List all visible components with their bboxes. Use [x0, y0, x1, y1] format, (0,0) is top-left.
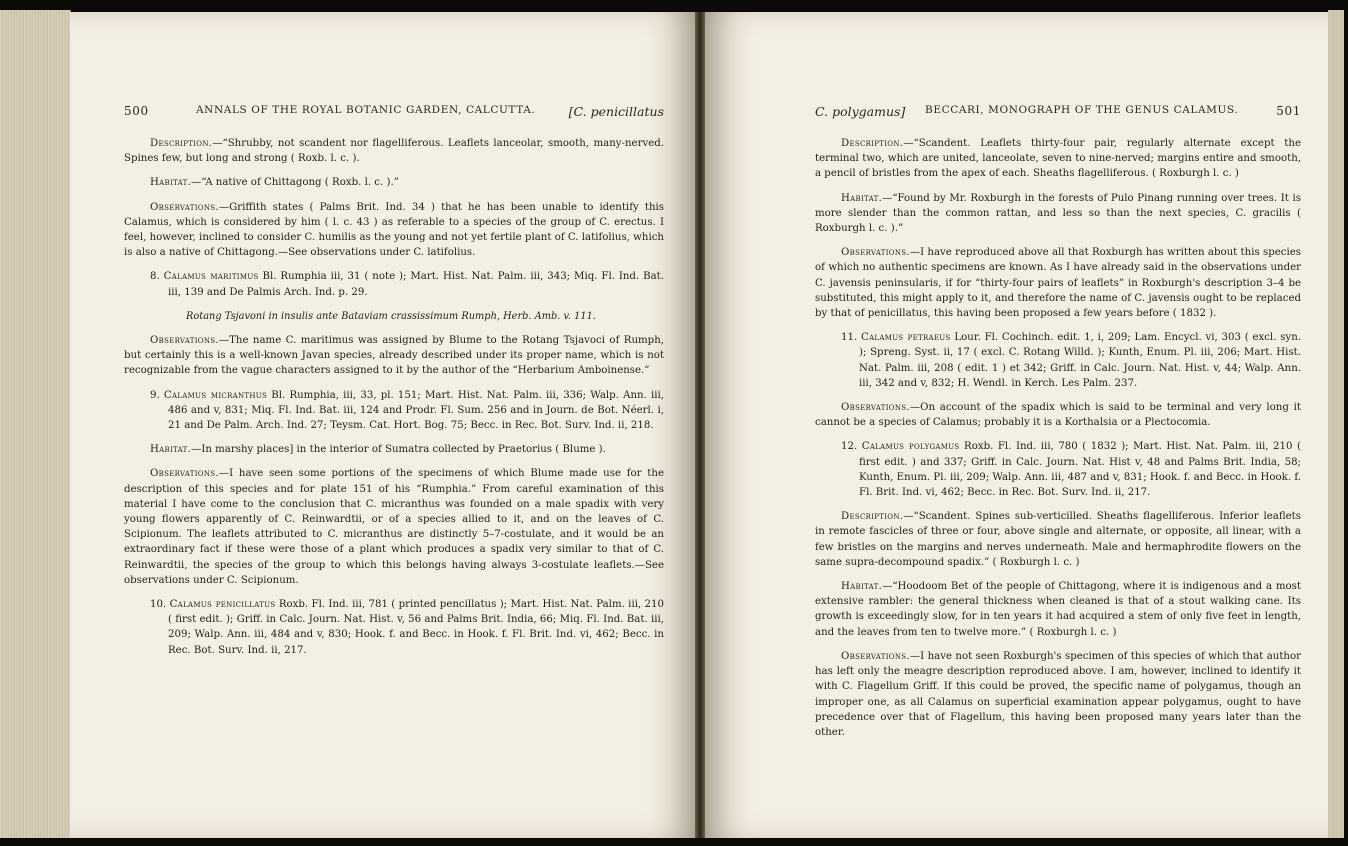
paragraph-text: Roxb. Fl. Ind. iii, 781 ( printed pencillatus ); Mart. Hist. Nat. Palm. iii, 210 ( first edit. ); Griff. in Calc. Journ. Nat. Hist. v, 56 and Palms Brit. India, 66; Miq. Fl. Ind. Bat. iii, 209; Walp. Ann. iii, 484 and v, 830; Hook. f. and Becc. in Hook. f. Fl. Brit. Ind. vi, 462; Becc. in Rec. Bot. Surv. Ind. ii, 217.	[168, 599, 664, 656]
paragraph-heading: Habitat.	[841, 192, 883, 204]
paragraph-heading: Habitat.	[841, 581, 883, 593]
entry-number: 9.	[150, 389, 164, 401]
paragraph	[815, 579, 1301, 640]
paragraph-text: —The name C. maritimus was assigned by Blume to the Rotang Tsjavoci of Rumph, but certainly this is a well-known Javan species, already described under its proper name, which is not recognizable from the vague characters assigned to it by the author of the “Herbarium Amboinense.”	[124, 335, 664, 377]
paragraph-heading: Description.	[841, 511, 904, 523]
right-section-label: C. polygamus]	[815, 104, 906, 119]
paragraph-text: —“A native of Chittagong ( Roxb. l. c. ).”	[191, 177, 399, 189]
paragraph	[815, 400, 1301, 430]
paragraph-text: Bl. Rumphia, iii, 33, pl. 151; Mart. Hist. Nat. Palm. iii, 336; Walp. Ann. iii, 486 and v, 831; Miq. Fl. Ind. Bat. iii, 124 and Prodr. Fl. Sum. 256 and in Journ. de Bot. Néerl. i, 21 and De Palm. Arch. Ind. 27; Teysm. Cat. Hort. Bog. 75; Becc. in Rec. Bot. Surv. Ind. ii, 218.	[168, 389, 664, 432]
paragraph-text: —“Found by Mr. Roxburgh in the forests of Pulo Pinang running over trees. It is more slender than the common rattan, and less so than the next species, C. gracilis ( Roxburgh l. c. ).”	[815, 192, 1301, 235]
species-entry	[841, 330, 1301, 391]
paragraph	[124, 466, 664, 588]
paragraph-heading: Calamus maritimus	[163, 271, 259, 283]
left-section-label: [C. penicillatus	[568, 104, 664, 119]
paragraph-text: Roxb. Fl. Ind. iii, 780 ( 1832 ); Mart. Hist. Nat. Palm. iii, 210 ( first edit. ) and 337; Griff. in Calc. Journ. Nat. Hist v, 48 and Palms Brit. India, 58; Kunth, Enum. Pl. iii, 209; Walp. Ann. iii, 487 and v, 831; Hook. f. and Becc. in Hook. f. Fl. Brit. Ind. vi, 462; Becc. in Rec. Bot. Surv. Ind. ii, 217.	[859, 441, 1301, 499]
right-running-title: BECCARI, MONOGRAPH OF THE GENUS CALAMUS.	[925, 104, 1239, 116]
entry-number: 10.	[150, 599, 170, 611]
left-running-title: ANNALS OF THE ROYAL BOTANIC GARDEN, CALCUTTA.	[196, 104, 536, 116]
paragraph	[815, 245, 1301, 321]
paragraph	[124, 200, 664, 261]
paragraph-text: —In marshy places] in the interior of Sumatra collected by Praetorius ( Blume ).	[191, 444, 606, 456]
entry-number: 8.	[150, 271, 164, 283]
paragraph-text: —I have not seen Roxburgh's specimen of this species of which that author has left only the meagre description reproduced above. I am, however, inclined to identify it with C. Flagellum Griff. If this could be proved, the specific name of polygamus, though an improper one, as all Calamus on superficial examination appear polygamus, ought to have precedence over that of Flagellum, this having been proposed many years later than the other.	[815, 650, 1301, 738]
right-page	[705, 12, 1328, 838]
left-running-head	[124, 104, 664, 118]
paragraph-text: Rotang Tsjavoni in insulis ante Bataviam crassissimum Rumph, Herb. Amb. v. 111.	[186, 310, 596, 322]
right-page-number: 501	[1276, 104, 1301, 118]
synonym-line	[186, 309, 664, 324]
species-entry	[150, 269, 664, 299]
species-entry	[150, 388, 664, 434]
paragraph-heading: Calamus penicillatus	[169, 599, 276, 611]
entry-number: 11.	[841, 332, 861, 344]
species-entry	[841, 439, 1301, 500]
paragraph-text: —“Scandent. Leaflets thirty-four pair, regularly alternate except the terminal two, which are united, lanceolate, seven to nine-nerved; margins entire and smooth, a pencil of bristles from the apex of each. Sheaths flagelliferous. ( Roxburgh l. c. )	[815, 138, 1301, 180]
paragraph-heading: Observations.	[841, 402, 910, 414]
paragraph	[815, 509, 1301, 570]
paragraph-text: —“Hoodoom Bet of the people of Chittagong, where it is indigenous and a most extensive rambler: the general thickness when cleaned is that of a stout walking cane. Its growth is exceedingly slow, for in ten years it had acquired a stem of only five feet in length, and the leaves from ten to twelve more.” ( Roxburgh l. c. )	[815, 581, 1301, 638]
paragraph-heading: Description.	[150, 138, 213, 149]
paragraph	[815, 191, 1301, 237]
species-entry	[150, 597, 664, 658]
paragraph-text: —Griffith states ( Palms Brit. Ind. 34 ) that he has been unable to identify this Calamus, which is considered by him ( l. c. 43 ) as referable to a species of the group of C. erectus. I feel, however, inclined to consider C. humilis as the young and not yet fertile plant of C. latifolius, which is also a native of Chittagong.—See observations under C. latifolius.	[124, 201, 664, 259]
paragraph	[815, 649, 1301, 740]
paragraph-text: Bl. Rumphia iii, 31 ( note ); Mart. Hist. Nat. Palm. iii, 343; Miq. Fl. Ind. Bat. iii, 139 and De Palmis Arch. Ind. p. 29.	[168, 271, 664, 298]
right-running-head	[815, 104, 1301, 119]
left-page-number: 500	[124, 104, 149, 118]
paragraph	[815, 136, 1301, 182]
paragraph-text: —On account of the spadix which is said to be terminal and very long it cannot be a species of Calamus; probably it is a Korthalsia or a Plectocomia.	[815, 402, 1301, 429]
paragraph-text: —“Shrubby, not scandent nor flagelliferous. Leaflets lanceolar, smooth, many-nerved. Spines few, but long and strong ( Roxb. l. c. ).	[124, 138, 664, 165]
page-edges-right	[1328, 10, 1344, 838]
paragraph-heading: Calamus micranthus	[163, 389, 268, 401]
paragraph-heading: Description.	[841, 138, 904, 149]
paragraph	[124, 136, 664, 166]
left-page	[70, 12, 695, 838]
paragraph-heading: Habitat.	[150, 444, 192, 456]
book-gutter	[695, 12, 705, 838]
paragraph-text: —“Scandent. Spines sub-verticilled. Sheaths flagelliferous. Inferior leaflets in remote fascicles of three or four, above single and alternate, or opposite, all linear, with a few bristles on the margins and nerves underneath. Male and hermaphrodite flowers on the same supra-decompound spadix.” ( Roxburgh l. c. )	[815, 511, 1301, 568]
entry-number: 12.	[841, 441, 862, 453]
left-body-text	[124, 136, 664, 667]
paragraph-text: Lour. Fl. Cochinch. edit. 1, i, 209; Lam. Encycl. vi, 303 ( excl. syn. ); Spreng. Syst. ii, 17 ( excl. C. Rotang Willd. ); Kunth, Enum. Pl. iii, 206; Mart. Hist. Nat. Palm. iii, 208 ( edit. 1 ) et 342; Griff. in Calc. Journ. Nat. Hist. v, 44; Walp. Ann. iii, 342 and v, 832; H. Wendl. in Kerch. Les Palm. 237.	[859, 332, 1301, 389]
paragraph-heading: Observations.	[841, 650, 910, 662]
paragraph	[124, 442, 664, 457]
paragraph-text: —I have seen some portions of the specimens of which Blume made use for the description of this species and for plate 151 of his “Rumphia.” From careful examination of this material I have come to the conclusion that C. micranthus was founded on a male spadix with very young flowers apparently of C. Reinwardtii, or of a species allied to it, and on the leaves of C. Scipionum. The leaflets attributed to C. micranthus are distinctly 5–7-costulate, and it would be an extraordinary fact if these were those of a plant which produces a spadix very similar to that of C. Reinwardtii, the species of the group to which this belongs having always 3-costulate leaflets.—See observations under C. Scipionum.	[124, 468, 664, 586]
paragraph-heading: Habitat.	[150, 177, 192, 189]
paragraph	[124, 333, 664, 379]
paragraph-heading: Observations.	[150, 468, 219, 480]
right-body-text	[815, 136, 1301, 749]
paragraph-heading: Observations.	[150, 201, 219, 213]
paragraph-heading: Calamus polygamus	[861, 441, 960, 453]
paragraph-heading: Observations.	[150, 335, 219, 347]
paragraph-text: —I have reproduced above all that Roxburgh has written about this species of which no authentic specimens are known. As I have already said in the observations under C. javensis peninsularis, if for “thirty-four pairs of leaflets” in Roxburgh's description 3–4 be substituted, this might apply to it, and therefore the name of C. javensis ought to be replaced by that of penicillatus, this having been proposed a few years before ( 1832 ).	[815, 247, 1301, 320]
paragraph	[124, 175, 664, 190]
page-edges-left	[0, 10, 71, 838]
paragraph-heading: Observations.	[841, 247, 910, 259]
paragraph-heading: Calamus petraeus	[860, 332, 951, 344]
